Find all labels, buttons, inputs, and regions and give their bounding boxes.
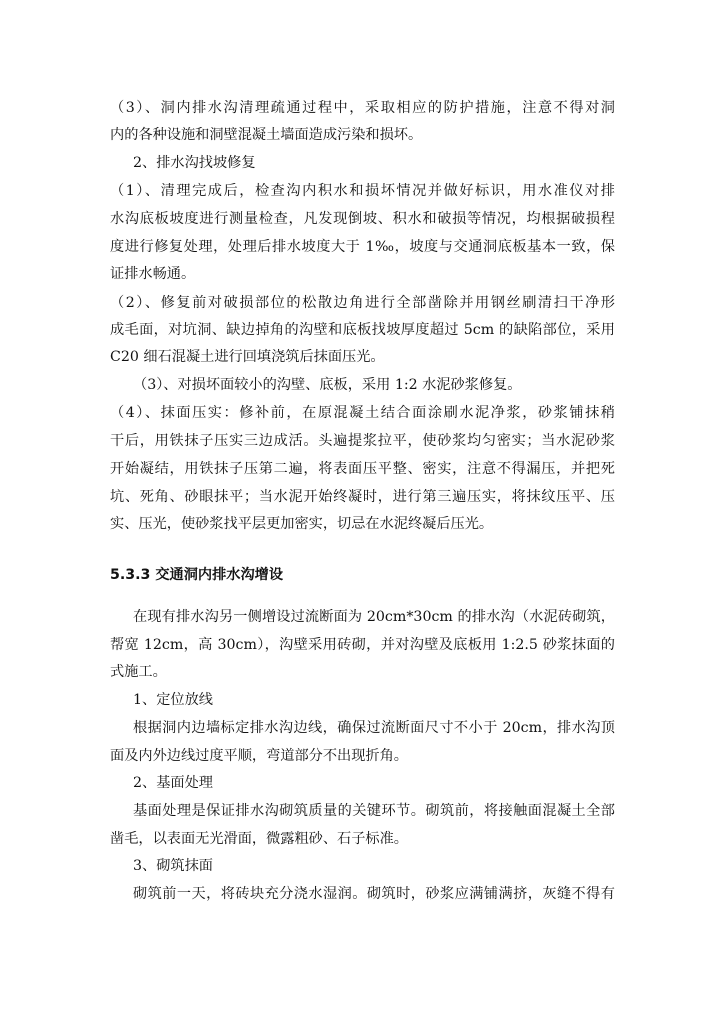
paragraph-line: 度进行修复处理，处理后排水坡度大于 1‰，坡度与交通洞底板基本一致，保 xyxy=(110,239,615,255)
paragraph-line: 凿毛，以表面无光滑面，微露粗砂、石子标准。 xyxy=(110,831,408,847)
paragraph-line: 坑、死角、砂眼抹平；当水泥开始终凝时，进行第三遍压实，将抹纹压平、压 xyxy=(110,489,615,505)
subheading: 2、基面处理 xyxy=(133,775,213,791)
paragraph-line: 基面处理是保证排水沟砌筑质量的关键环节。砌筑前，将接触面混凝土全部 xyxy=(133,803,615,819)
subheading: 2、排水沟找坡修复 xyxy=(133,155,256,171)
paragraph-line: 内的各种设施和洞壁混凝土墙面造成污染和损坏。 xyxy=(110,127,423,143)
paragraph-line: 帮宽 12cm，高 30cm），沟壁采用砖砌，并对沟壁及底板用 1:2.5 砂浆抹面的 xyxy=(110,637,615,653)
paragraph-line: （3）、洞内排水沟清理疏通过程中，采取相应的防护措施，注意不得对洞 xyxy=(110,100,615,116)
paragraph-line: 成毛面，对坑洞、缺边掉角的沟壁和底板找坡厚度超过 5cm 的缺陷部位，采用 xyxy=(110,322,615,338)
subheading: 1、定位放线 xyxy=(133,692,213,708)
paragraph-line: 式施工。 xyxy=(110,664,167,680)
paragraph-line: 砌筑前一天，将砖块充分浇水湿润。砌筑时，砂浆应满铺满挤，灰缝不得有 xyxy=(133,886,615,902)
paragraph-line: 证排水畅通。 xyxy=(110,266,196,282)
subheading: 3、砌筑抹面 xyxy=(133,858,213,874)
paragraph-line: 在现有排水沟另一侧增设过流断面为 20cm*30cm 的排水沟（水泥砖砌筑， xyxy=(133,609,615,625)
paragraph-line: （4）、抹面压实：修补前，在原混凝土结合面涂刷水泥净浆，砂浆铺抹稍 xyxy=(110,405,615,421)
paragraph-line: （2）、修复前对破损部位的松散边角进行全部凿除并用钢丝刷清扫干净形 xyxy=(110,295,615,311)
paragraph-line: C20 细石混凝土进行回填浇筑后抹面压光。 xyxy=(110,349,385,365)
paragraph-line: （3）、对损坏面较小的沟壁、底板，采用 1:2 水泥砂浆修复。 xyxy=(133,377,522,393)
paragraph-line: 根据洞内边墙标定排水沟边线，确保过流断面尺寸不小于 20cm，排水沟顶 xyxy=(133,720,615,736)
paragraph-line: 干后，用铁抹子压实三边成活。头遍提浆拉平，使砂浆均匀密实；当水泥砂浆 xyxy=(110,433,615,449)
paragraph-line: （1）、清理完成后，检查沟内积水和损坏情况并做好标识，用水准仪对排 xyxy=(110,183,615,199)
paragraph-line: 水沟底板坡度进行测量检查，凡发现倒坡、积水和破损等情况，均根据破损程 xyxy=(110,211,615,227)
section-heading: 5.3.3 交通洞内排水沟增设 xyxy=(110,567,284,583)
paragraph-line: 面及内外边线过度平顺，弯道部分不出现折角。 xyxy=(110,748,408,764)
paragraph-line: 实、压光，使砂浆找平层更加密实，切忌在水泥终凝后压光。 xyxy=(110,516,494,532)
paragraph-line: 开始凝结，用铁抹子压第二遍，将表面压平整、密实，注意不得漏压，并把死 xyxy=(110,461,615,477)
